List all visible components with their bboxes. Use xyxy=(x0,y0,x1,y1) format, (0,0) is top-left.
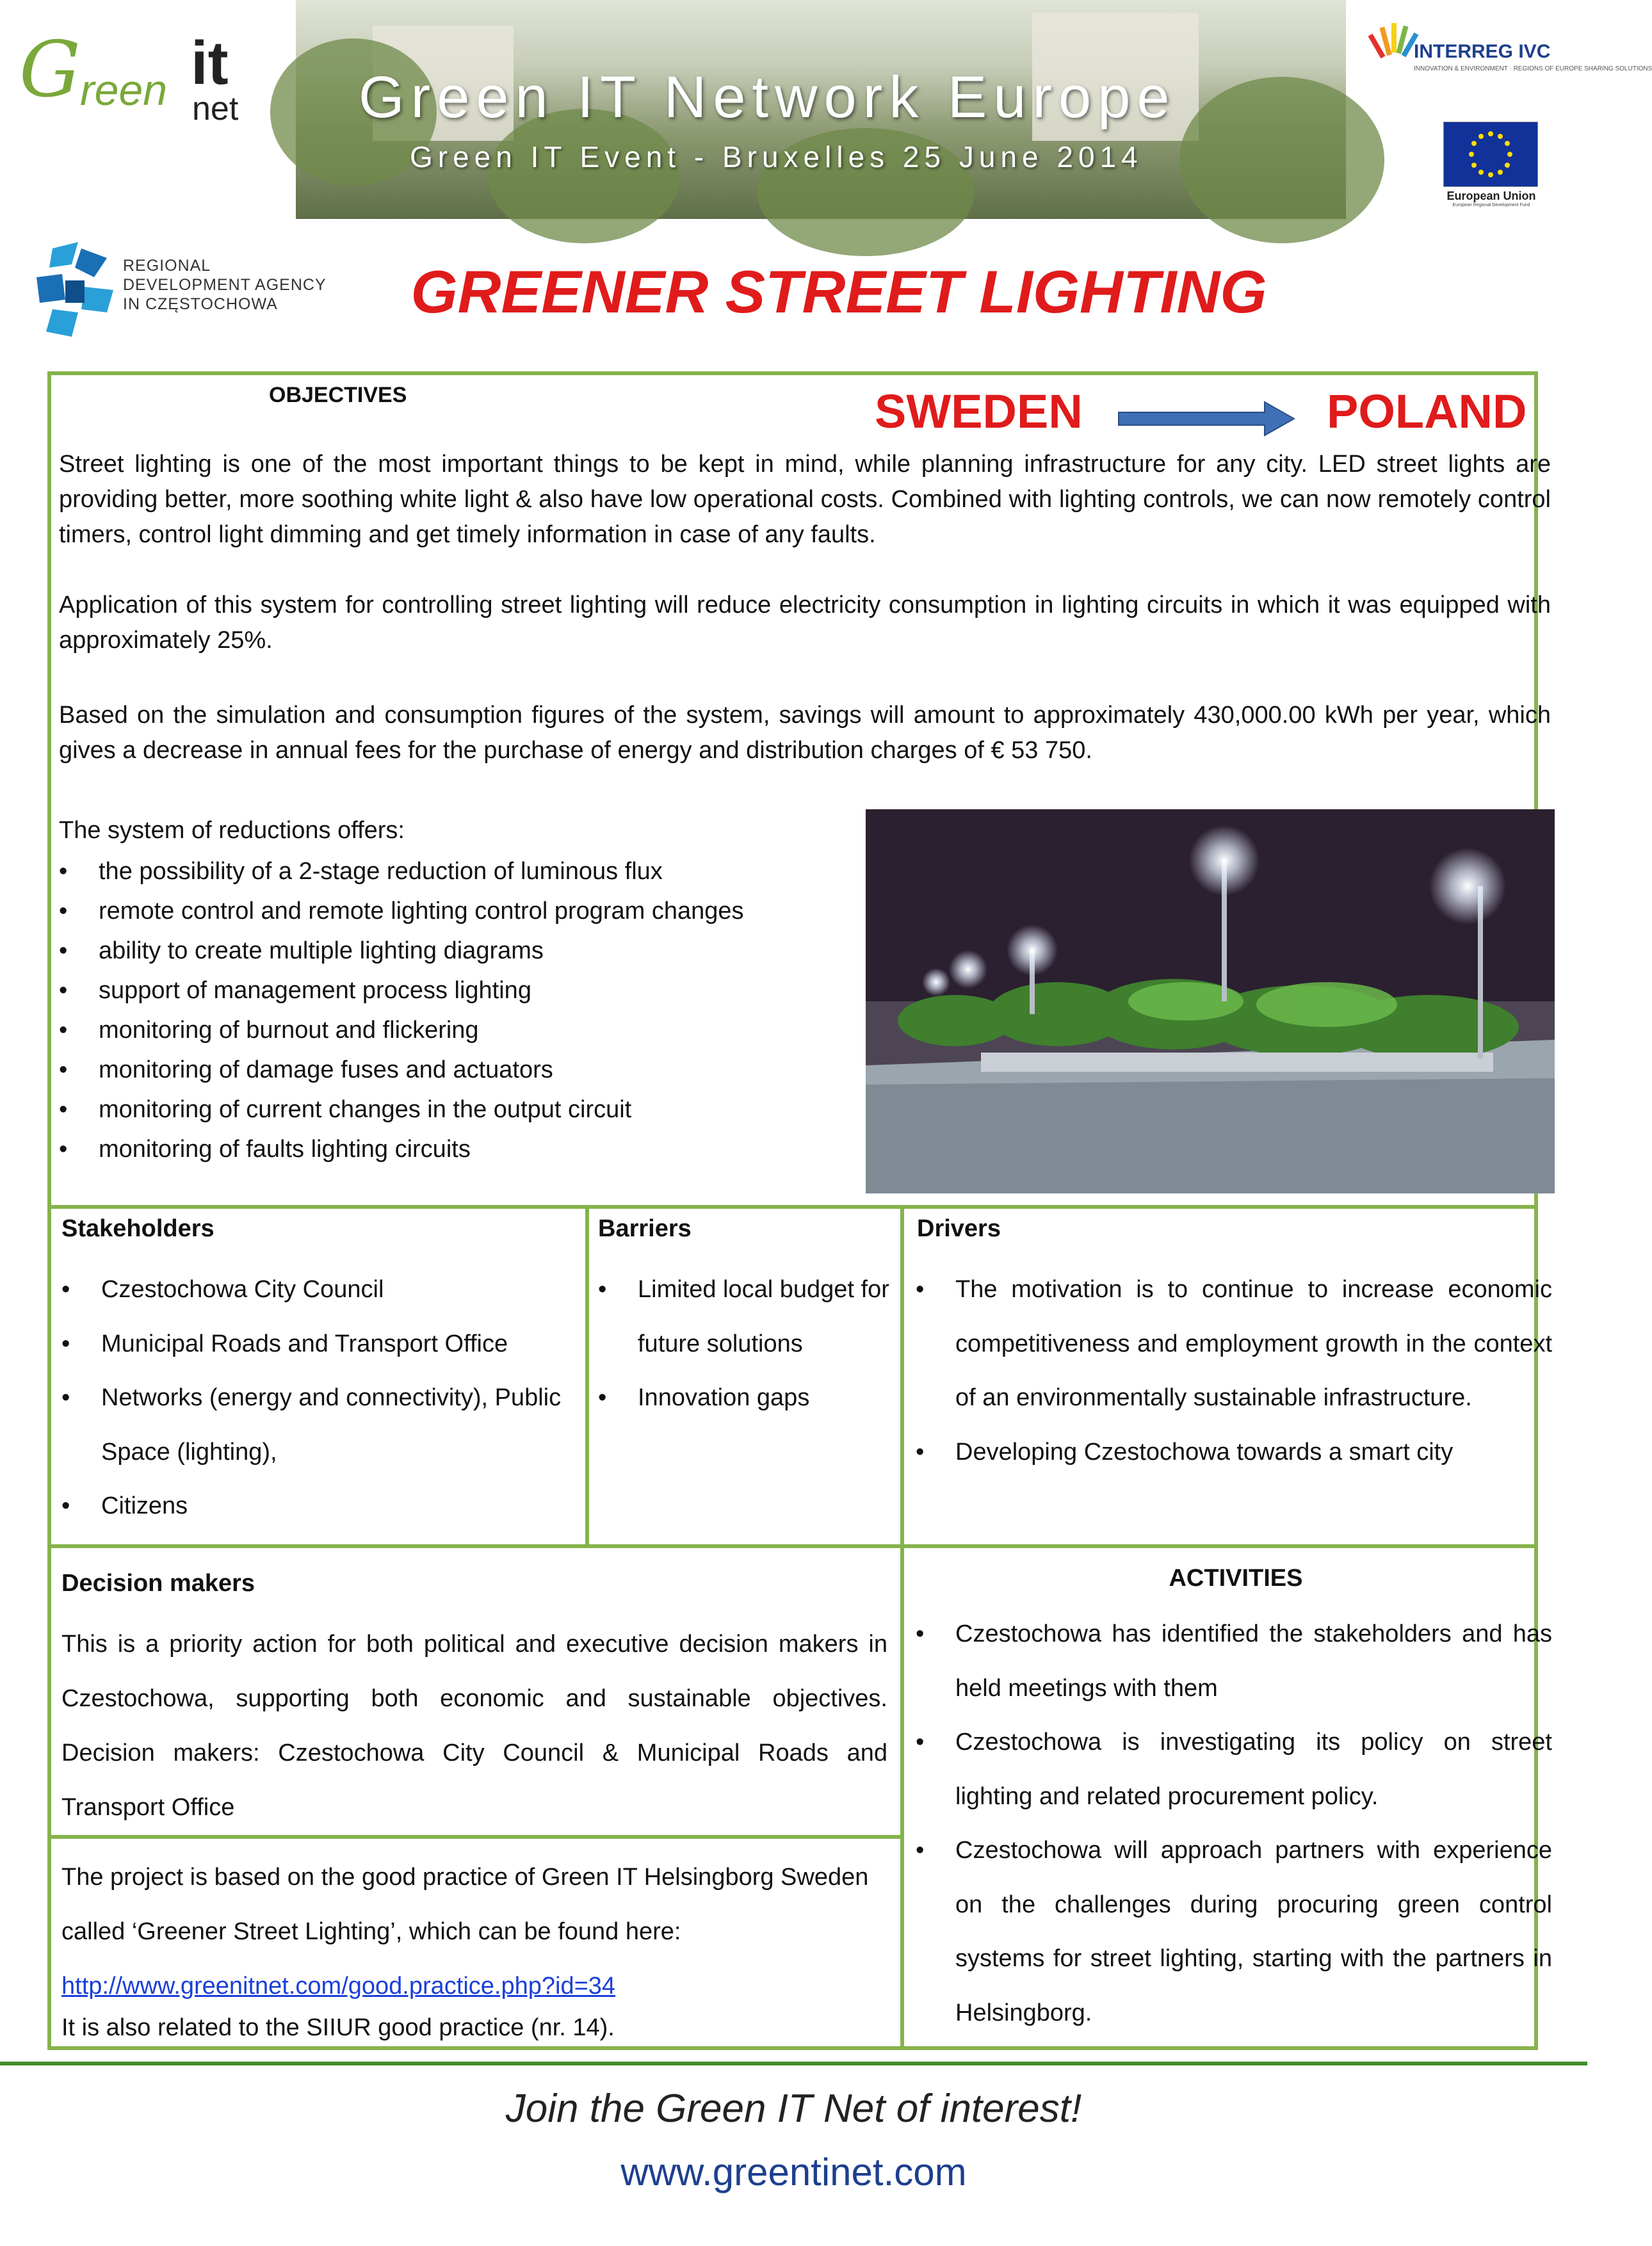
list-item: • support of management process lighting xyxy=(56,971,863,1010)
divider xyxy=(585,1205,589,1548)
street-lighting-photo xyxy=(866,809,1555,1193)
list-item: • ability to create multiple lighting diagrams xyxy=(56,931,863,971)
logo-letters-reen: reen xyxy=(80,66,168,115)
interreg-rays-icon xyxy=(1370,14,1415,72)
logo-letter-g: G xyxy=(19,26,81,115)
objectives-paragraph: Based on the simulation and consumption figures of the system, savings will amount to approximately 430,000.00 kWh per year, which gives a decrease in annual fees for the purchase of energy and distribution charges of € 53 750. xyxy=(59,702,1551,764)
interreg-tagline: INNOVATION & ENVIRONMENT · REGIONS OF EUROPE SHARING SOLUTIONS xyxy=(1414,65,1652,72)
features-list xyxy=(56,852,863,1169)
country-from: SWEDEN xyxy=(875,385,1083,438)
drivers-list xyxy=(913,1263,1552,1479)
objectives-heading: OBJECTIVES xyxy=(269,383,407,407)
list-item: • Czestochowa will approach partners with experience on the challenges during procuring green control systems for street lighting, starting with the partners in Helsingborg. xyxy=(913,1823,1552,2040)
regional-development-agency-logo xyxy=(33,237,341,346)
list-item: • monitoring of burnout and flickering xyxy=(56,1010,863,1050)
footer-url[interactable]: www.greentinet.com xyxy=(620,2151,967,2193)
rda-line: DEVELOPMENT AGENCY xyxy=(123,276,327,294)
project-related-text: It is also related to the SIIUR good practice (nr. 14). xyxy=(61,2014,615,2041)
list-item: • Innovation gaps xyxy=(595,1371,894,1425)
logo-letters-net: net xyxy=(192,90,239,127)
eu-name: European Union xyxy=(1446,190,1536,202)
list-item: • Czestochowa is investigating its policy on street lighting and related procurement policy. xyxy=(913,1715,1552,1823)
interreg-name: INTERREG IVC xyxy=(1414,41,1551,62)
list-item: • Municipal Roads and Transport Office xyxy=(59,1317,584,1371)
list-item: • remote control and remote lighting control program changes xyxy=(56,891,863,931)
list-item: • monitoring of faults lighting circuits xyxy=(56,1129,863,1169)
project-text: The project is based on the good practice of Green IT Helsingborg Sweden called ‘Greener Street Lighting’, which can be found here: xyxy=(61,1864,869,1945)
country-to: POLAND xyxy=(1327,385,1527,438)
objectives-paragraph: Street lighting is one of the most important things to be kept in mind, while planning infrastructure for any city. LED street lights are providing better, more soothing white light & also have low operational costs. Combined with lighting controls, we can now remotely control timers, control light dimming and get timely information in case of any faults. xyxy=(59,451,1551,548)
decision-makers-heading: Decision makers xyxy=(61,1570,255,1597)
list-item: • Czestochowa has identified the stakeholders and has held meetings with them xyxy=(913,1607,1552,1715)
rda-line: IN CZĘSTOCHOWA xyxy=(123,295,278,313)
list-item: • monitoring of current changes in the output circuit xyxy=(56,1090,863,1129)
divider xyxy=(51,1544,1534,1548)
decision-makers-text: This is a priority action for both political and executive decision makers in Czestochowa, supporting both economic and sustainable objectives. Decision makers: Czestochowa City Council & Municipal Roads and Transport Office xyxy=(61,1631,887,1821)
green-it-net-logo xyxy=(19,26,250,128)
rda-emblem-icon xyxy=(33,242,117,338)
footer-join-text: Join the Green IT Net of interest! xyxy=(505,2087,1082,2131)
list-item: • Networks (energy and connectivity), Public Space (lighting), xyxy=(59,1371,584,1479)
objectives-paragraph: Application of this system for controlling street lighting will reduce electricity consumption in lighting circuits in which it was equipped with approximately 25%. xyxy=(59,592,1551,654)
list-item: • monitoring of damage fuses and actuators xyxy=(56,1050,863,1090)
eu-fund: European Regional Development Fund xyxy=(1452,203,1530,207)
list-item: • the possibility of a 2-stage reduction of luminous flux xyxy=(56,852,863,891)
direction-arrow-icon xyxy=(1117,400,1297,438)
banner-title: Green IT Network Europe xyxy=(359,65,1176,130)
list-item: • Czestochowa City Council xyxy=(59,1263,584,1317)
activities-list xyxy=(913,1607,1552,2040)
drivers-heading: Drivers xyxy=(917,1215,1001,1242)
footer-divider xyxy=(0,2062,1587,2065)
logo-letters-it: it xyxy=(191,29,229,97)
page-title: GREENER STREET LIGHTING xyxy=(410,258,1267,325)
eu-flag-icon xyxy=(1443,122,1538,187)
divider xyxy=(900,1205,904,2050)
stakeholders-heading: Stakeholders xyxy=(61,1215,215,1242)
list-intro: The system of reductions offers: xyxy=(59,817,405,844)
eu-logo xyxy=(1443,122,1539,211)
activities-heading: ACTIVITIES xyxy=(1169,1565,1303,1592)
rda-line: REGIONAL xyxy=(123,257,211,275)
banner-subtitle: Green IT Event - Bruxelles 25 June 2014 xyxy=(410,140,1143,174)
divider xyxy=(51,1205,1534,1209)
interreg-logo xyxy=(1370,12,1652,85)
list-item: • Developing Czestochowa towards a smart city xyxy=(913,1425,1552,1480)
list-item: • Limited local budget for future solutions xyxy=(595,1263,894,1371)
stakeholders-list xyxy=(59,1263,584,1533)
barriers-list xyxy=(595,1263,894,1425)
barriers-heading: Barriers xyxy=(598,1215,692,1242)
good-practice-link[interactable]: http://www.greenitnet.com/good.practice.php?id=34 xyxy=(61,1973,616,2000)
divider xyxy=(51,1835,900,1839)
list-item: • The motivation is to continue to increase economic competitiveness and employment growth in the context of an environmentally sustainable infrastructure. xyxy=(913,1263,1552,1425)
list-item: • Citizens xyxy=(59,1479,584,1533)
